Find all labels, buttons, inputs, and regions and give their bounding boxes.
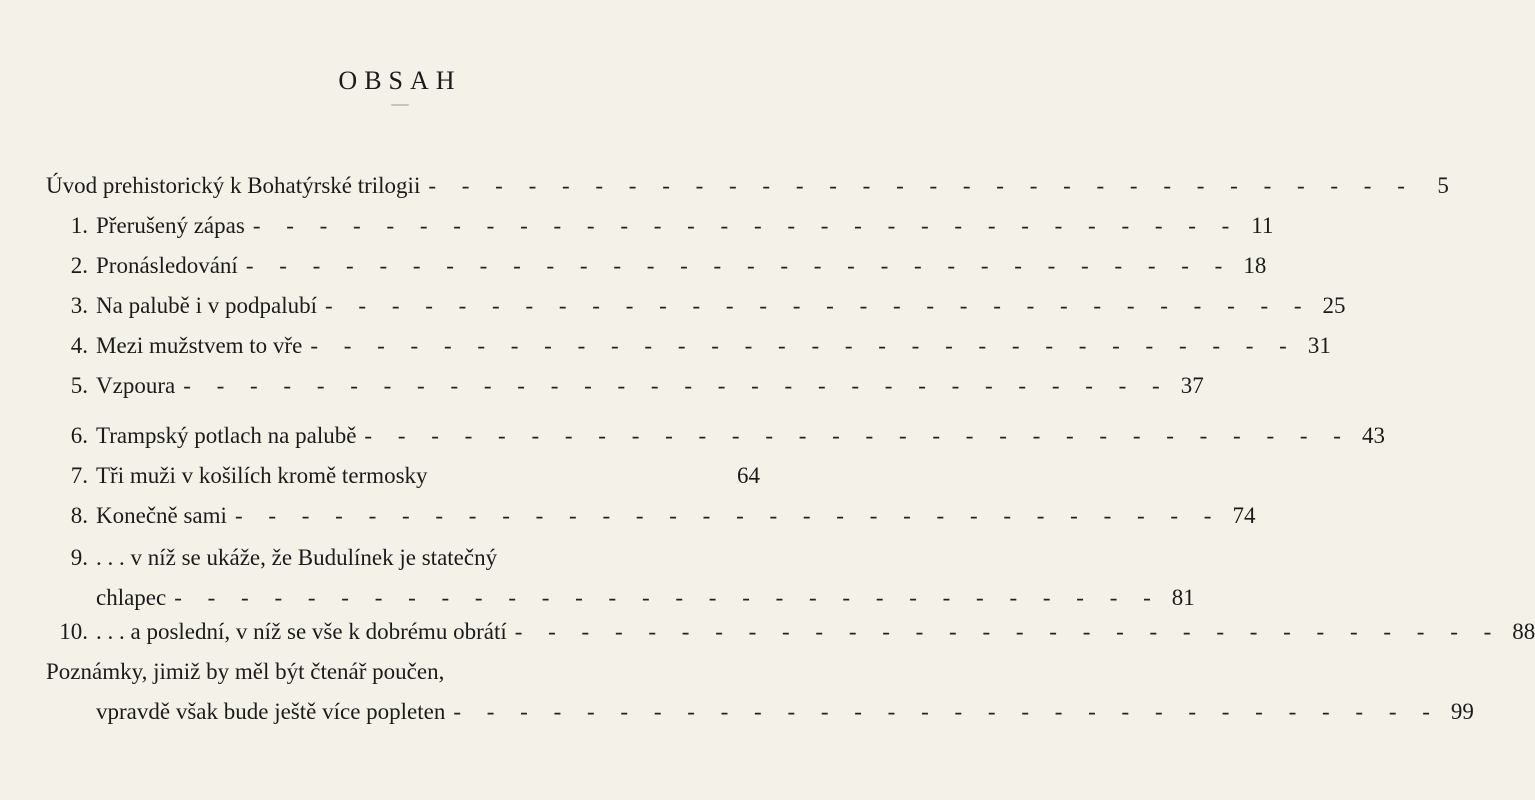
toc-entry (46, 612, 1535, 652)
dot-leader: - - - - - - - - - - - - - - - - - - - - - - - - - - - - - - (364, 423, 1351, 448)
toc-entry (46, 416, 1385, 456)
entry-number: 9. (70, 545, 88, 570)
dot-leader: - - - - - - - - - - - - - - - - - - - - - - - - - - - - - - (174, 585, 1161, 610)
entry-number: 5. (70, 373, 88, 398)
title-ornament (391, 104, 409, 106)
dot-leader: - - - - - - - - - - - - - - - - - - - - - - - - - - - - - - (234, 503, 1222, 528)
page-number: 74 (1232, 503, 1256, 528)
toc-entry (46, 366, 1204, 406)
entry-title: Poznámky, jimiž by měl být čtenář poučen, (46, 659, 445, 684)
toc-entry (46, 286, 1346, 326)
entry-title: Vzpoura (96, 373, 176, 398)
page-number: 64 (737, 463, 760, 488)
toc-entry (46, 246, 1267, 286)
dot-leader: - - - - - - - - - - - - - - - - - - - - - - - - - - - - - - (310, 333, 1297, 358)
dot-leader: - - - - - - - - - - - - - - - - - - - - - - - - - - - - - - (183, 373, 1170, 398)
entry-title: Mezi mužstvem to vře (96, 333, 303, 358)
entry-title: Konečně sami (96, 503, 227, 528)
dot-leader: - - - - - - - - - - - - - - - - - - - - - - - - - - - - - - (453, 699, 1440, 724)
entry-number: 8. (70, 503, 88, 528)
entry-number: 2. (70, 253, 88, 278)
entry-title: . . . v níž se ukáže, že Budulínek je statečný (96, 545, 498, 570)
dot-leader: - - - - - - - - - - - - - - - - - - - - - - - - - - - - - - (245, 253, 1233, 278)
toc-entry (46, 326, 1331, 366)
dot-leader: - - - - - - - - - - - - - - - - - - - - - - - - - - - - - - (428, 173, 1415, 198)
page-number: 43 (1361, 423, 1385, 448)
toc-entry (46, 652, 1474, 732)
toc-entry (46, 456, 760, 496)
entry-title: Úvod prehistorický k Bohatýrské trilogii (46, 173, 421, 198)
entry-title-continuation: vpravdě však bude ještě více popleten (96, 699, 446, 724)
entry-title: Tři muži v košilích kromě termosky (96, 463, 428, 488)
entry-title-continuation: chlapec (96, 585, 167, 610)
toc-entry (46, 496, 1256, 536)
toc-entry (46, 206, 1274, 246)
page-number: 81 (1171, 585, 1195, 610)
page-number: 5 (1437, 173, 1449, 198)
dot-leader: - - - - - - - - - - - - - - - - - - - - - - - - - - - - - - (325, 293, 1312, 318)
page-number: 11 (1251, 213, 1274, 238)
entry-number: 10. (59, 619, 88, 644)
entry-title: Přerušený zápas (96, 213, 245, 238)
page-title: OBSAH (338, 66, 462, 95)
entry-number: 3. (70, 293, 88, 318)
entry-title: Na palubě i v podpalubí (96, 293, 318, 318)
entry-number: 4. (70, 333, 88, 358)
toc-entry (46, 166, 1449, 206)
entry-title: . . . a poslední, v níž se vše k dobrému obrátí (96, 619, 507, 644)
entry-title: Trampský potlach na palubě (96, 423, 357, 448)
dot-leader: - - - - - - - - - - - - - - - - - - - - - - - - - - - - - - (514, 619, 1502, 644)
entry-number: 7. (70, 463, 88, 488)
page-number: 37 (1180, 373, 1204, 398)
dot-leader: - - - - - - - - - - - - - - - - - - - - - - - - - - - - - - (252, 213, 1240, 238)
page-number: 18 (1243, 253, 1267, 278)
page-number: 88 (1512, 619, 1535, 644)
entry-title: Pronásledování (96, 253, 238, 278)
page-number: 31 (1307, 333, 1331, 358)
entry-number: 1. (70, 213, 88, 238)
toc-entry (46, 538, 1195, 618)
page-number: 99 (1450, 699, 1474, 724)
page-number: 25 (1322, 293, 1346, 318)
entry-number: 6. (70, 423, 88, 448)
